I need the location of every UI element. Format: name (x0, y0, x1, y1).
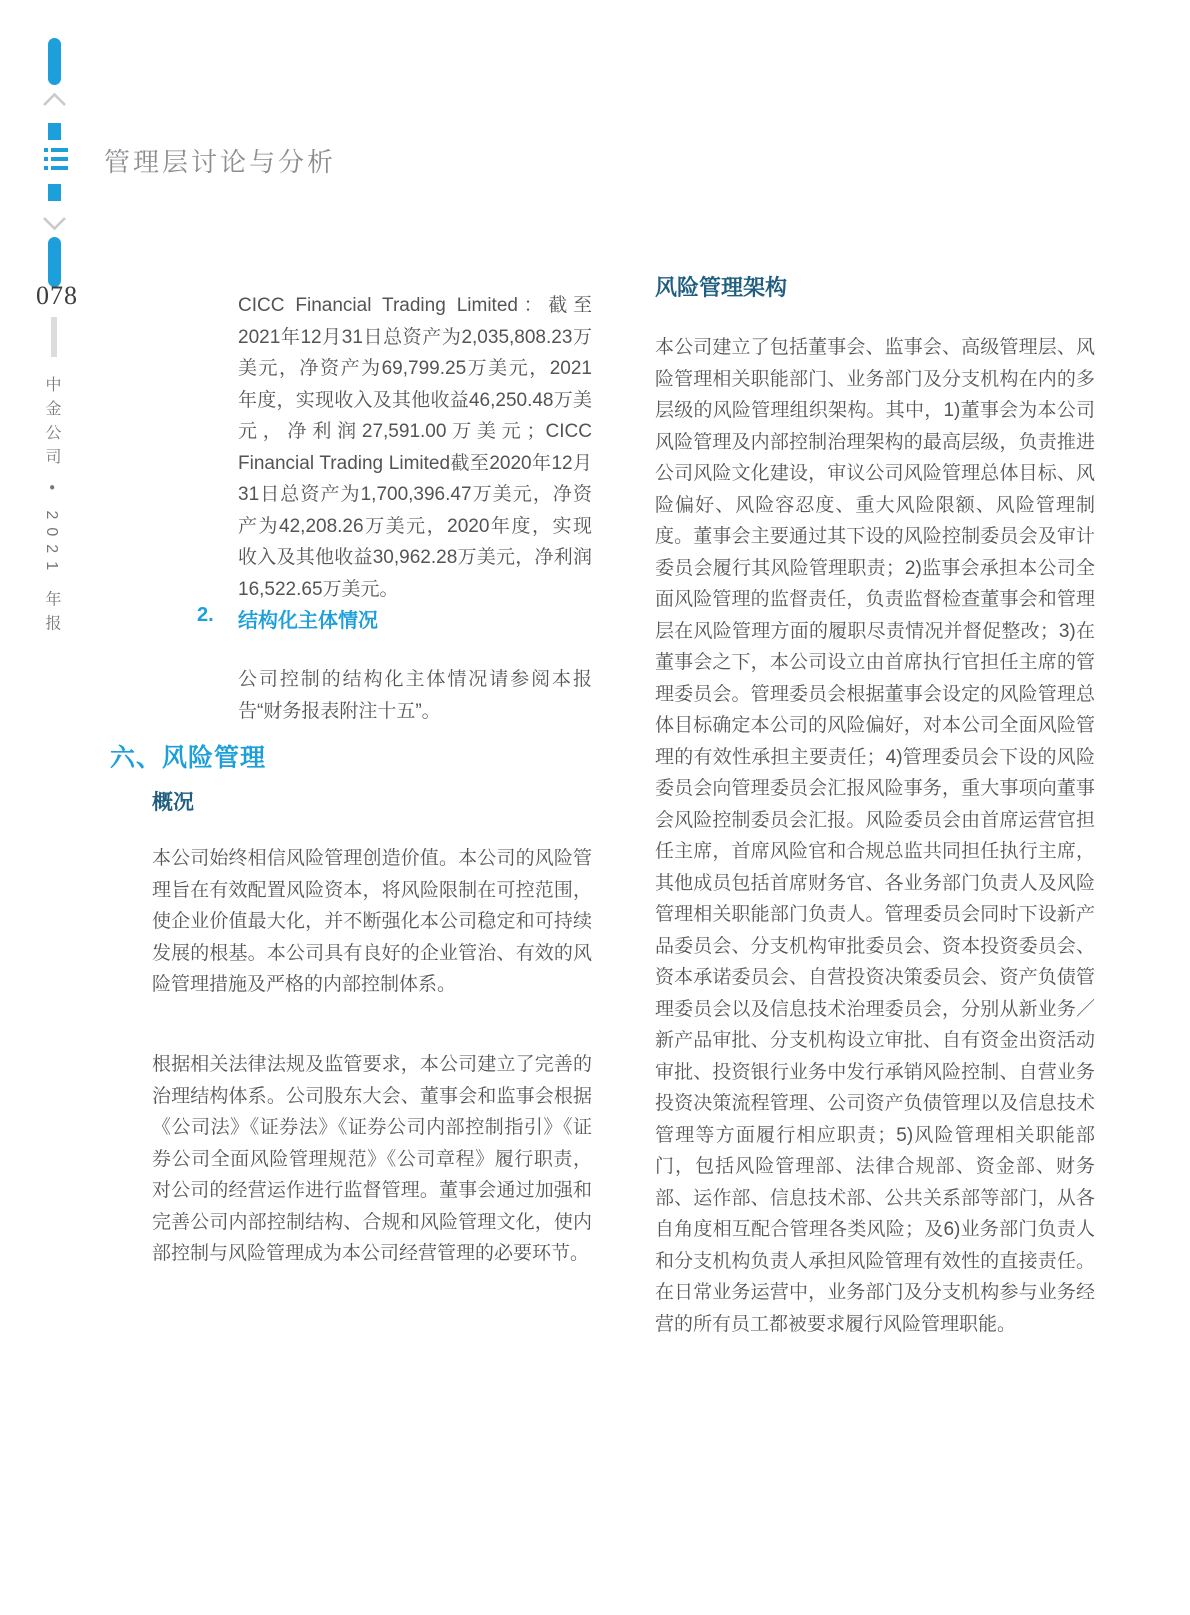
list-line (51, 157, 68, 161)
risk-architecture-heading: 风险管理架构 (655, 275, 788, 300)
structured-entities-heading (197, 604, 597, 633)
list-menu-icon[interactable] (44, 148, 68, 175)
list-menu-row (44, 166, 68, 170)
risk-architecture-paragraph: 本公司建立了包括董事会、监事会、高级管理层、风险管理相关职能部门、业务部门及分支机构在内的多层级的风险管理组织架构。其中，1)董事会为本公司风险管理及内部控制治理架构的最高层级，负责推进公司风险文化建设，审议公司风险管理总体目标、风险偏好、风险容忍度、重大风险限额、风险管理制度。董事会主要通过其下设的风险控制委员会及审计委员会履行其风险管理职责；2)监事会承担本公司全面风险管理的监督责任，负责监督检查董事会和管理层在风险管理方面的履职尽责情况并督促整改；3)在董事会之下，本公司设立由首席执行官担任主席的管理委员会。管理委员会根据董事会设定的风险管理总体目标确定本公司的风险偏好，对本公司全面风险管理的有效性承担主要责任；4)管理委员会下设的风险委员会向管理委员会汇报风险事务，重大事项向董事会风险控制委员会汇报。风险委员会由首席运营官担任主席，首席风险官和合规总监共同担任执行主席，其他成员包括首席财务官、各业务部门负责人及风险管理相关职能部门负责人。管理委员会同时下设新产品委员会、分支机构审批委员会、资本投资委员会、资本承诺委员会、自营投资决策委员会、资产负债管理委员会以及信息技术治理委员会，分别从新业务／新产品审批、分支机构设立审批、自有资金出资活动审批、投资银行业务中发行承销风险控制、自营业务投资决策流程管理、公司资产负债管理以及信息技术管理等方面履行相应职责；5)风险管理相关职能部门，包括风险管理部、法律合规部、资金部、财务部、运作部、信息技术部、公共关系部等部门，从各自角度相互配合管理各类风险；及6)业务部门负责人和分支机构负责人承担风险管理有效性的直接责任。在日常业务运营中，业务部门及分支机构参与业务经营的所有员工都被要求履行风险管理职能。 (655, 337, 1095, 1335)
list-menu-row (44, 157, 68, 161)
overview-paragraph-1: 本公司始终相信风险管理创造价值。本公司的风险管理旨在有效配置风险资本，将风险限制在可控范围，使企业价值最大化，并不断强化本公司稳定和可持续发展的根基。本公司具有良好的企业管治、有效的风险管理措施及严格的内部控制体系。 (152, 848, 592, 995)
overview-paragraph-2: 根据相关法律法规及监管要求，本公司建立了完善的治理结构体系。公司股东大会、董事会和监事会根据《公司法》《证券法》《证券公司内部控制指引》《证券公司全面风险管理规范》《公司章程》履行职责，对公司的经营运作进行监督管理。董事会通过加强和完善公司内部控制结构、合规和风险管理文化，使内部控制与风险管理成为本公司经营管理的必要环节。 (152, 1054, 592, 1264)
rail-accent-bar-bottom (48, 237, 61, 287)
page-number: 078 (36, 281, 78, 310)
list-menu-row (44, 148, 68, 152)
list-dot (44, 148, 48, 152)
heading-label: 结构化主体情况 (238, 610, 378, 632)
page-number-rule (51, 317, 57, 357)
list-dot (44, 166, 48, 170)
report-vertical-title: 中金公司 • 2021 年报 (43, 376, 60, 639)
left-rail (0, 0, 100, 1615)
rail-accent-bar-top (48, 38, 61, 85)
structured-entities-paragraph: 公司控制的结构化主体情况请参阅本报告“财务报表附注十五”。 (238, 669, 592, 722)
list-line (51, 148, 68, 152)
overview-subheading: 概况 (152, 791, 194, 814)
rail-square-top (48, 123, 61, 140)
cicc-financial-paragraph: CICC Financial Trading Limited：截至2021年12月31日总资产为2,035,808.23万美元，净资产为69,799.25万美元，2021年度，实现收入及其他收益46,250.48万美元，净利润27,591.00万美元；CICC Financial Trading Limited截至2020年12月31日总资产为1,700,396.47万美元，净资产为42,208.26万美元，2020年度，实现收入及其他收益30,962.28万美元，净利润16,522.65万美元。 (238, 295, 592, 600)
list-dot (44, 157, 48, 161)
chevron-up-icon[interactable] (42, 92, 67, 107)
rail-square-bottom (48, 184, 61, 201)
chevron-down-icon[interactable] (42, 216, 67, 231)
page-header-title: 管理层讨论与分析 (104, 148, 337, 177)
list-line (51, 166, 68, 170)
heading-number: 2. (197, 604, 214, 626)
risk-management-section-title: 六、风险管理 (110, 744, 267, 772)
